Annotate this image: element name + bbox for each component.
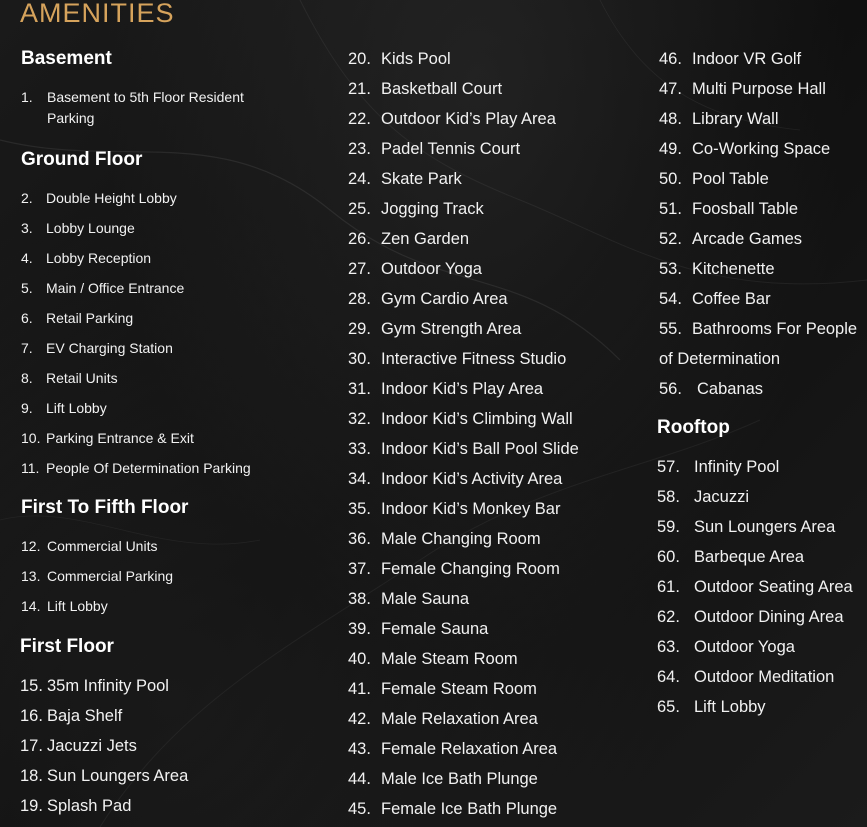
item-label: Pool Table xyxy=(692,170,769,188)
item-number: 33. xyxy=(348,440,371,458)
item-label: Lift Lobby xyxy=(46,400,107,416)
list-item xyxy=(21,368,118,389)
item-label: Arcade Games xyxy=(692,230,803,248)
list-item xyxy=(348,224,469,254)
item-number: 49. xyxy=(659,140,682,158)
item-label: Zen Garden xyxy=(381,230,470,248)
list-item xyxy=(21,596,108,617)
item-label: Lift Lobby xyxy=(694,698,766,716)
item-number: 50. xyxy=(659,170,682,188)
item-number: 29. xyxy=(348,320,371,338)
section-heading-rooftop: Rooftop xyxy=(657,417,730,438)
item-label: Parking xyxy=(47,110,95,126)
section-heading-first-floor: First Floor xyxy=(20,636,114,657)
list-item xyxy=(659,104,779,134)
list-item xyxy=(20,791,131,821)
list-item xyxy=(20,671,169,701)
item-label: Lobby Reception xyxy=(46,250,152,266)
list-item xyxy=(21,188,177,209)
list-item xyxy=(348,254,482,284)
item-number: 39. xyxy=(348,620,371,638)
list-item xyxy=(348,464,562,494)
item-number: 59. xyxy=(657,518,680,536)
item-label: Outdoor Yoga xyxy=(694,638,795,656)
section-heading-basement: Basement xyxy=(21,48,112,69)
item-number: 42. xyxy=(348,710,371,728)
list-item xyxy=(659,374,763,404)
list-item xyxy=(348,44,451,74)
item-number: 2. xyxy=(21,190,33,206)
list-item xyxy=(348,434,579,464)
item-label: Sun Loungers Area xyxy=(47,767,189,785)
item-number: 17. xyxy=(20,737,43,755)
item-number: 56. xyxy=(659,380,682,398)
section-heading-first-to-fifth-floor: First To Fifth Floor xyxy=(21,497,189,518)
item-number: 62. xyxy=(657,608,680,626)
item-number: 27. xyxy=(348,260,371,278)
item-number: 36. xyxy=(348,530,371,548)
item-label: Parking Entrance & Exit xyxy=(46,430,194,446)
item-label: Indoor Kid’s Activity Area xyxy=(381,470,563,488)
item-number: 55. xyxy=(659,320,682,338)
item-label: Lobby Lounge xyxy=(46,220,135,236)
section-heading-ground-floor: Ground Floor xyxy=(21,149,143,170)
item-number: 18. xyxy=(20,767,43,785)
item-number: 61. xyxy=(657,578,680,596)
list-item xyxy=(348,134,520,164)
item-label: Cabanas xyxy=(697,380,764,398)
item-number: 35. xyxy=(348,500,371,518)
list-item xyxy=(659,164,769,194)
list-item xyxy=(659,314,857,344)
item-label: Barbeque Area xyxy=(694,548,805,566)
list-item xyxy=(348,194,484,224)
item-label: People Of Determination Parking xyxy=(46,460,251,476)
list-item xyxy=(348,404,573,434)
item-label: Female Ice Bath Plunge xyxy=(381,800,558,818)
item-number: 11. xyxy=(21,460,40,476)
list-item xyxy=(657,692,766,722)
item-label: Double Height Lobby xyxy=(46,190,177,206)
list-item xyxy=(659,284,771,314)
item-number: 13. xyxy=(21,568,41,584)
list-item xyxy=(657,632,795,662)
item-label: Retail Units xyxy=(46,370,118,386)
list-item xyxy=(659,224,802,254)
item-label: Basement to 5th Floor Resident xyxy=(47,89,244,105)
item-number: 25. xyxy=(348,200,371,218)
item-number: 58. xyxy=(657,488,680,506)
item-label: Male Changing Room xyxy=(381,530,541,548)
item-label: Infinity Pool xyxy=(694,458,780,476)
list-item xyxy=(20,701,122,731)
item-label: Female Relaxation Area xyxy=(381,740,558,758)
item-label: Male Steam Room xyxy=(381,650,518,668)
item-label: Outdoor Dining Area xyxy=(694,608,844,626)
page-title: AMENITIES xyxy=(20,0,175,28)
item-number: 6. xyxy=(21,310,33,326)
item-label: Main / Office Entrance xyxy=(46,280,185,296)
item-number: 20. xyxy=(348,50,371,68)
item-number: 21. xyxy=(348,80,371,98)
item-number: 40. xyxy=(348,650,371,668)
item-label: Skate Park xyxy=(381,170,462,188)
list-item xyxy=(348,674,537,704)
item-label: Commercial Units xyxy=(47,538,158,554)
item-label: of Determination xyxy=(659,350,781,368)
list-item xyxy=(348,794,557,824)
item-label: Outdoor Kid’s Play Area xyxy=(381,110,556,128)
item-number: 12. xyxy=(21,538,41,554)
list-item xyxy=(348,374,543,404)
item-label: Multi Purpose Hall xyxy=(692,80,826,98)
item-number: 43. xyxy=(348,740,371,758)
list-item xyxy=(348,524,541,554)
item-number: 37. xyxy=(348,560,371,578)
item-label: Gym Cardio Area xyxy=(381,290,508,308)
list-item-continuation xyxy=(659,344,780,374)
list-item xyxy=(20,731,137,761)
list-item xyxy=(21,308,133,329)
item-label: Kids Pool xyxy=(381,50,451,68)
list-item xyxy=(348,554,560,584)
list-item xyxy=(659,254,775,284)
item-number: 14. xyxy=(21,598,41,614)
item-label: Coffee Bar xyxy=(692,290,771,308)
item-label: Male Relaxation Area xyxy=(381,710,538,728)
item-number: 32. xyxy=(348,410,371,428)
item-label: Bathrooms For People xyxy=(692,320,858,338)
list-item xyxy=(348,104,556,134)
list-item xyxy=(659,74,826,104)
list-item xyxy=(657,482,749,512)
item-number: 3. xyxy=(21,220,33,236)
item-label: Foosball Table xyxy=(692,200,799,218)
item-label: Indoor Kid’s Play Area xyxy=(381,380,544,398)
item-label: Jogging Track xyxy=(381,200,484,218)
list-item xyxy=(348,764,538,794)
list-item xyxy=(21,428,194,449)
item-number: 7. xyxy=(21,340,33,356)
list-item xyxy=(348,164,462,194)
item-number: 4. xyxy=(21,250,33,266)
item-label: Padel Tennis Court xyxy=(381,140,521,158)
item-number: 64. xyxy=(657,668,680,686)
item-number: 24. xyxy=(348,170,371,188)
list-item xyxy=(348,344,566,374)
list-item xyxy=(21,536,157,557)
item-number: 30. xyxy=(348,350,371,368)
item-number: 46. xyxy=(659,50,682,68)
list-item xyxy=(21,248,151,269)
item-label: Outdoor Yoga xyxy=(381,260,482,278)
list-item xyxy=(21,218,135,239)
list-item xyxy=(348,494,560,524)
item-label: Basketball Court xyxy=(381,80,503,98)
list-item xyxy=(348,284,508,314)
item-label: 35m Infinity Pool xyxy=(47,677,169,695)
item-label: Kitchenette xyxy=(692,260,775,278)
list-item xyxy=(657,452,779,482)
item-number: 47. xyxy=(659,80,682,98)
item-number: 38. xyxy=(348,590,371,608)
item-number: 44. xyxy=(348,770,371,788)
item-label: Male Sauna xyxy=(381,590,470,608)
item-label: Baja Shelf xyxy=(47,707,123,725)
list-item xyxy=(21,338,173,359)
list-item xyxy=(659,44,801,74)
item-number: 65. xyxy=(657,698,680,716)
item-label: Female Sauna xyxy=(381,620,489,638)
list-item xyxy=(21,398,107,419)
list-item xyxy=(659,134,830,164)
list-item xyxy=(21,566,173,587)
item-label: EV Charging Station xyxy=(46,340,173,356)
item-number: 22. xyxy=(348,110,371,128)
list-item xyxy=(21,278,184,299)
item-label: Interactive Fitness Studio xyxy=(381,350,567,368)
item-number: 19. xyxy=(20,797,43,815)
item-label: Gym Strength Area xyxy=(381,320,522,338)
item-label: Indoor Kid’s Climbing Wall xyxy=(381,410,573,428)
item-number: 48. xyxy=(659,110,682,128)
item-number: 45. xyxy=(348,800,371,818)
item-label: Outdoor Seating Area xyxy=(694,578,853,596)
item-label: Male Ice Bath Plunge xyxy=(381,770,538,788)
list-item xyxy=(348,734,557,764)
item-number: 15. xyxy=(20,677,43,695)
list-item xyxy=(348,584,469,614)
item-number: 34. xyxy=(348,470,371,488)
list-item xyxy=(348,614,488,644)
item-label: Outdoor Meditation xyxy=(694,668,835,686)
list-item xyxy=(657,512,835,542)
item-label: Retail Parking xyxy=(46,310,134,326)
list-item xyxy=(20,761,188,791)
item-label: Indoor Kid’s Ball Pool Slide xyxy=(381,440,579,458)
item-number: 53. xyxy=(659,260,682,278)
list-item xyxy=(657,542,804,572)
list-item xyxy=(348,74,502,104)
item-number: 57. xyxy=(657,458,680,476)
item-number: 51. xyxy=(659,200,682,218)
item-label: Female Steam Room xyxy=(381,680,537,698)
item-label: Co-Working Space xyxy=(692,140,831,158)
item-number: 5. xyxy=(21,280,33,296)
item-number: 10. xyxy=(21,430,41,446)
list-item xyxy=(657,662,834,692)
list-item xyxy=(348,704,538,734)
item-number: 52. xyxy=(659,230,682,248)
list-item-continuation xyxy=(47,108,94,129)
item-number: 28. xyxy=(348,290,371,308)
item-label: Lift Lobby xyxy=(47,598,108,614)
item-number: 9. xyxy=(21,400,33,416)
item-number: 1. xyxy=(21,89,33,105)
item-number: 31. xyxy=(348,380,371,398)
list-item xyxy=(348,644,518,674)
item-number: 26. xyxy=(348,230,371,248)
list-item xyxy=(21,458,251,479)
item-label: Library Wall xyxy=(692,110,779,128)
item-label: Indoor VR Golf xyxy=(692,50,802,68)
list-item xyxy=(659,194,798,224)
list-item xyxy=(657,602,844,632)
item-number: 16. xyxy=(20,707,43,725)
item-label: Commercial Parking xyxy=(47,568,174,584)
list-item xyxy=(21,87,244,108)
item-label: Jacuzzi Jets xyxy=(47,737,137,755)
item-number: 63. xyxy=(657,638,680,656)
item-label: Splash Pad xyxy=(47,797,132,815)
item-label: Jacuzzi xyxy=(694,488,750,506)
item-number: 41. xyxy=(348,680,371,698)
item-label: Female Changing Room xyxy=(381,560,560,578)
item-number: 60. xyxy=(657,548,680,566)
list-item xyxy=(348,314,521,344)
item-number: 23. xyxy=(348,140,371,158)
item-number: 54. xyxy=(659,290,682,308)
list-item xyxy=(657,572,853,602)
item-number: 8. xyxy=(21,370,33,386)
item-label: Sun Loungers Area xyxy=(694,518,836,536)
item-label: Indoor Kid’s Monkey Bar xyxy=(381,500,561,518)
